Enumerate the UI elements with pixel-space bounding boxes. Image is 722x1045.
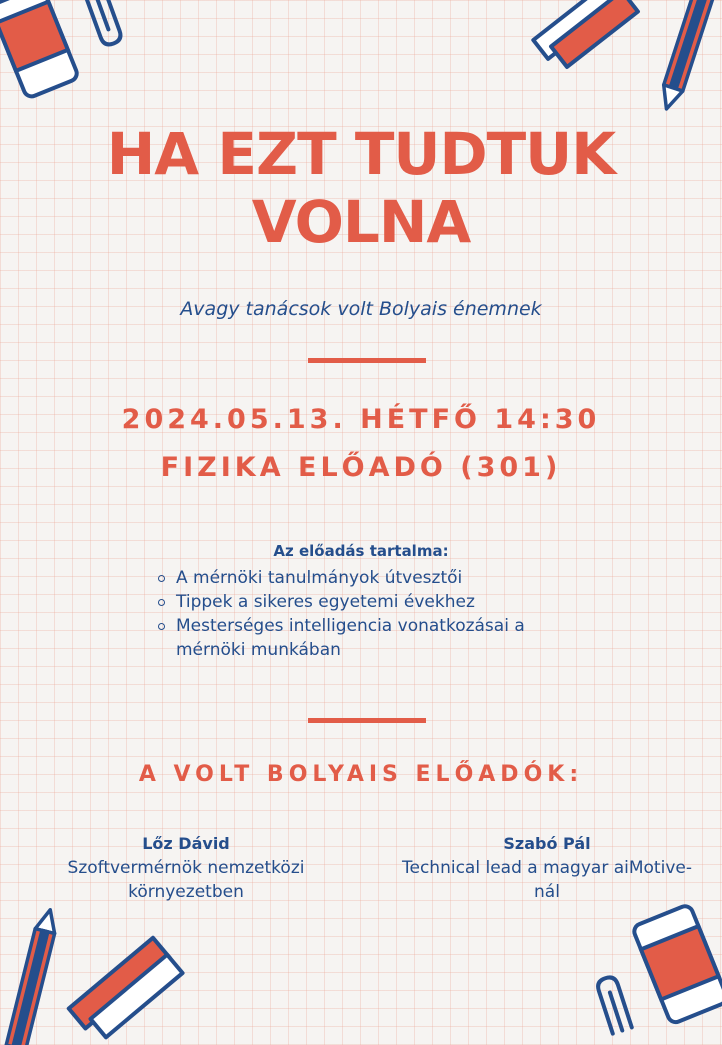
- paperclip-icon: [588, 972, 638, 1032]
- book-icon: [530, 0, 640, 70]
- eraser-icon: [630, 900, 722, 1030]
- speaker-card: [36, 832, 336, 904]
- bullet-icon: [158, 599, 165, 606]
- list-item: [158, 566, 598, 590]
- list-item-text: A mérnöki tanulmányok útvesztői: [176, 568, 463, 588]
- pencil-icon: [10, 905, 60, 1045]
- subtitle: Avagy tanácsok volt Bolyais énemnek: [180, 298, 542, 320]
- bullet-icon: [158, 623, 165, 630]
- event-location: FIZIKA ELŐADÓ (301): [160, 452, 562, 483]
- speaker-name: Lőz Dávid: [142, 834, 230, 853]
- speaker-name: Szabó Pál: [503, 834, 591, 853]
- content-heading: Az előadás tartalma:: [273, 542, 449, 560]
- title-line-1: HA EZT TUDTUK: [106, 120, 616, 188]
- speakers-heading: A VOLT BOLYAIS ELŐADÓK:: [138, 762, 584, 787]
- pencil-icon: [660, 0, 710, 120]
- event-datetime: 2024.05.13. HÉTFŐ 14:30: [121, 404, 601, 435]
- speaker-card: [397, 832, 697, 904]
- list-item-text: Tippek a sikeres egyetemi évekhez: [176, 592, 475, 612]
- speaker-role: Technical lead a magyar aiMotive-nál: [402, 858, 692, 902]
- list-item: [158, 590, 598, 614]
- list-item: [158, 614, 598, 662]
- page-title: [0, 120, 722, 256]
- list-item-text: Mesterséges intelligencia vonatkozásai a mérnöki munkában: [176, 616, 525, 660]
- speaker-role: Szoftvermérnök nemzetközi környezetben: [67, 858, 305, 902]
- book-icon: [60, 940, 190, 1040]
- content-list: [158, 566, 598, 662]
- eraser-icon: [0, 0, 90, 110]
- divider: [308, 718, 426, 723]
- bullet-icon: [158, 575, 165, 582]
- title-line-2: VOLNA: [251, 188, 471, 256]
- paperclip-icon: [80, 0, 130, 50]
- divider: [308, 358, 426, 363]
